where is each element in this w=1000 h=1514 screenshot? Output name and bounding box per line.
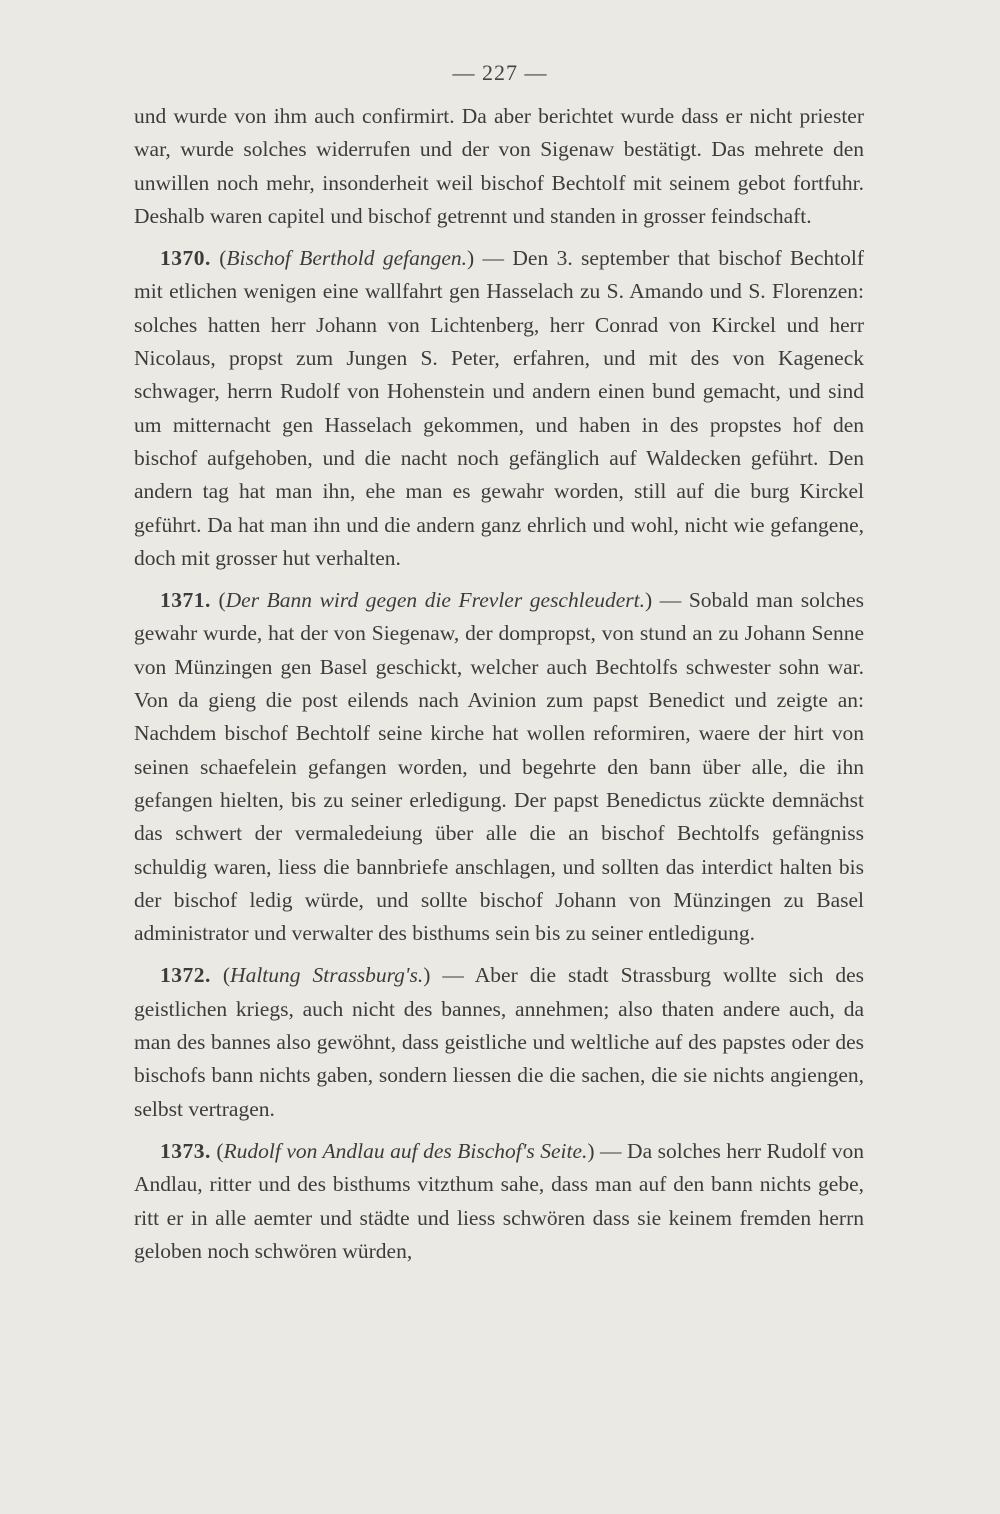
entry-heading: Bischof Berthold gefangen. bbox=[226, 246, 468, 271]
heading-open-paren: ( bbox=[216, 1138, 224, 1163]
paragraph-continuation bbox=[134, 100, 864, 233]
entry-1372 bbox=[134, 959, 864, 1125]
heading-open-paren: ( bbox=[218, 588, 226, 613]
page-number: — 227 — bbox=[452, 60, 548, 85]
entry-text: — Aber die stadt Strassburg wollte sich des geistlichen kriegs, auch nicht des bannes, annehmen; also thaten andere auch, da man des bannes also gewöhnt, dass geistliche und weltliche auf des papstes oder des bischofs bann nichts gaben, sondern liessen die die sachen, die sie nichts angiengen, selbst vertragen. bbox=[134, 963, 864, 1121]
heading-close-paren: ) bbox=[467, 246, 475, 271]
entry-text: — Da solches herr Rudolf von Andlau, ritter und des bisthums vitzthum sahe, dass man auf den bann nichts gebe, ritt er in alle aemter und städte und liess schwören dass sie keinem fremden herrn geloben noch schwören würden, bbox=[134, 1138, 865, 1263]
entry-year: 1370. bbox=[160, 246, 211, 271]
heading-open-paren: ( bbox=[222, 963, 231, 988]
entry-text: — Den 3. september that bischof Bechtolf mit etlichen wenigen eine wallfahrt gen Hasselach zu S. Amando und S. Florenzen: solches hatten herr Johann von Lichtenberg, herr Conrad von Kirckel und herr Nicolaus, propst zum Jungen S. Peter, erfahren, und mit des von Kageneck schwager, herrn Rudolf von Hohenstein und andern einen bund gemacht, und sind um mitternacht gen Hasselach gekommen, und haben in des propstes hof den bischof aufgehoben, und die nacht noch gefänglich auf Waldecken geführt. Den andern tag hat man ihn, ehe man es gewahr worden, still auf die burg Kirckel geführt. Da hat man ihn und die andern ganz ehrlich und wohl, nicht wie gefangene, doch mit grosser hut verhalten. bbox=[134, 246, 865, 570]
entry-year: 1373. bbox=[160, 1138, 211, 1163]
entry-1373 bbox=[134, 1135, 864, 1268]
heading-close-paren: ) bbox=[587, 1138, 595, 1163]
entry-1370 bbox=[134, 242, 864, 575]
entry-heading: Rudolf von Andlau auf des Bischof's Seite. bbox=[223, 1138, 588, 1163]
heading-open-paren: ( bbox=[219, 246, 227, 271]
entry-year: 1372. bbox=[160, 963, 211, 988]
entry-1371 bbox=[134, 584, 864, 950]
paragraph-text: und wurde von ihm auch confirmirt. Da aber berichtet wurde dass er nicht priester war, wurde solches widerrufen und der von Sigenaw bestätigt. Das mehrete den unwillen noch mehr, insonderheit weil bischof Bechtolf mit seinem gebot fortfuhr. Deshalb waren capitel und bischof getrennt und standen in grosser feindschaft. bbox=[134, 104, 864, 228]
body-text bbox=[134, 100, 864, 1277]
entry-heading: Haltung Strassburg's. bbox=[230, 963, 424, 988]
heading-close-paren: ) bbox=[423, 963, 431, 988]
entry-heading: Der Bann wird gegen die Frevler geschleudert. bbox=[225, 588, 646, 613]
heading-close-paren: ) bbox=[645, 588, 653, 613]
entry-year: 1371. bbox=[160, 588, 211, 613]
entry-text: — Sobald man solches gewahr wurde, hat der von Siegenaw, der dompropst, von stund an zu Johann Senne von Münzingen gen Basel geschickt, welcher auch Bechtolfs schwester sohn war. Von da gieng die post eilends nach Avinion zum papst Benedict und zeigte an: Nachdem bischof Bechtolf seine kirche hat wollen reformiren, waere der hirt von seinen schaefelein gefangen worden, und begehrte den bann über alle, die ihn gefangen hielten, bis zu seiner erledigung. Der papst Benedictus zückte demnächst das schwert der vermaledeiung über alle die an bischof Bechtolfs gefängniss schuldig waren, liess die bannbriefe anschlagen, und sollten das interdict halten bis der bischof ledig würde, und sollte bischof Johann von Münzingen zu Basel administrator und verwalter des bisthums sein bis zu seiner entledigung. bbox=[134, 588, 865, 946]
